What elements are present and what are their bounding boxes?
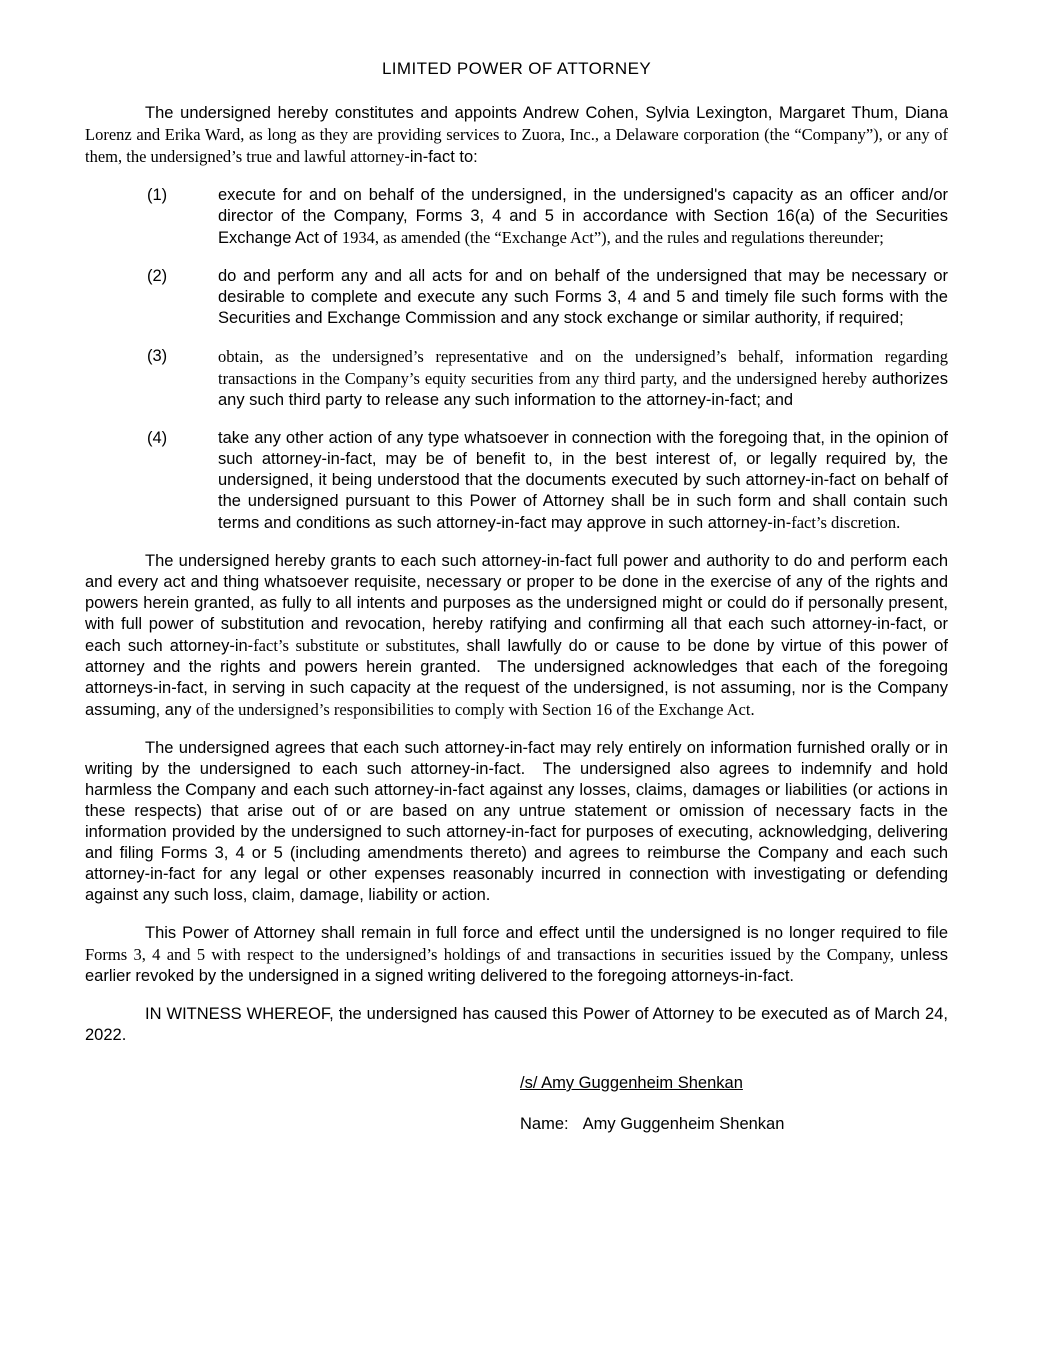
grants-paragraph: [85, 551, 948, 721]
intro-paragraph: [85, 103, 948, 168]
list-item-2-text: [218, 266, 948, 329]
intro-seg-sans-1: The undersigned hereby constitutes and appoints Andrew Cohen, Sylvia Lexington, Margaret Thum, Diana: [145, 104, 948, 122]
remain-seg-sans-1: This Power of Attorney shall remain in full force and effect until the undersigned is no longer required to file: [145, 924, 948, 942]
remain-seg-sans-2: unless earlier revoked by the undersigned in a signed writing delivered to the foregoing attorneys-in-fact.: [85, 946, 948, 985]
signature-name-label: Name:: [520, 1115, 569, 1133]
agrees-paragraph: [85, 738, 948, 906]
witness-paragraph: [85, 1004, 948, 1046]
signature-name-row: [520, 1114, 948, 1135]
list-item-1-seg-sans: execute for and on behalf of the undersigned, in the undersigned's capacity as an officer and/or director of the Company, Forms 3, 4 and 5 in accordance with Section 16(a) of the Securities Exchange Act of: [218, 186, 948, 247]
signature-block: [520, 1073, 948, 1135]
list-item-1-number: (1): [147, 186, 168, 204]
list-item-4-seg-sans: take any other action of any type whatsoever in connection with the foregoing that, in the opinion of such attorney-in-fact, may be of benefit to, in the best interest of, or legally required by, the undersigned, it being understood that the documents executed by such attorney-in-fact on behalf of the undersigned pursuant to this Power of Attorney shall be in such form and shall contain such terms and conditions as such attorney-in-fact may approve in such attorney-in-: [218, 429, 948, 532]
witness-seg-sans: IN WITNESS WHEREOF, the undersigned has caused this Power of Attorney to be executed as of March 24, 2022.: [85, 1005, 948, 1044]
list-item-4-seg-serif: fact’s discretion.: [791, 513, 901, 532]
list-item-3-number: (3): [147, 347, 168, 365]
list-item-4: [85, 428, 948, 534]
list-item-1-text: [218, 185, 948, 249]
list-item-2-number: (2): [147, 267, 168, 285]
intro-seg-serif: Lorenz and Erika Ward, as long as they are providing services to Zuora, Inc., a Delaware corporation (the “Company”), or any of them, the undersigned’s true and lawful attorney: [85, 125, 948, 166]
list-item-3: [85, 346, 948, 411]
agrees-seg-sans: The undersigned agrees that each such attorney-in-fact may rely entirely on information furnished orally or in writing by the undersigned to each such attorney-in-fact. The undersigned also agrees to indemnify and hold harmless the Company and each such attorney-in-fact against any losses, claims, damages or liabilities (or actions in these respects) that arise out of or are based on any untrue statement or omission of necessary facts in the information provided by the undersigned to such attorney-in-fact for purposes of executing, acknowledging, delivering and filing Forms 3, 4 or 5 (including amendments thereto) and agrees to reimburse the Company and each such attorney-in-fact for any legal or other expenses reasonably incurred in connection with investigating or defending against any such loss, claim, damage, liability or action.: [85, 739, 948, 904]
list-item-1-seg-serif: 1934, as amended (the “Exchange Act”), and the rules and regulations thereunder;: [341, 228, 884, 247]
grants-seg-serif-2: of the undersigned’s responsibilities to comply with Section 16 of the Exchange Act.: [195, 700, 755, 719]
grants-seg-sans-1: The undersigned hereby grants to each such attorney-in-fact full power and authority to do and perform each and every act and thing whatsoever requisite, necessary or proper to be done in the exercise of any of the rights and powers herein granted, as fully to all intents and purposes as the undersigned might or could do if personally present, with full power of substitution and revocation, hereby ratifying and confirming all that each such attorney-in-fact, or each such attorney-in-: [85, 552, 948, 655]
intro-seg-sans-2: -in-fact to:: [404, 148, 478, 166]
document-title: LIMITED POWER OF ATTORNEY: [381, 59, 652, 78]
list-item-3-text: [218, 346, 948, 411]
remain-seg-serif: Forms 3, 4 and 5 with respect to the undersigned’s holdings of and transactions in securities issued by the Company,: [85, 945, 901, 964]
signature-line: /s/ Amy Guggenheim Shenkan: [520, 1074, 743, 1092]
remain-paragraph: [85, 923, 948, 987]
list-item-3-seg-serif: obtain, as the undersigned’s representative and on the undersigned’s behalf, information regarding transactions in the Company’s equity securities from any third party, and the undersigned hereby: [218, 347, 948, 388]
list-item-4-text: [218, 428, 948, 534]
list-item-2: [85, 266, 948, 329]
grants-seg-serif-1: fact’s substitute or substitutes,: [253, 636, 460, 655]
list-item-2-seg-sans: do and perform any and all acts for and on behalf of the undersigned that may be necessary or desirable to complete and execute any such Forms 3, 4 and 5 and timely file such forms with the Securities and Exchange Commission and any stock exchange or similar authority, if required;: [218, 267, 948, 327]
list-item-3-seg-sans: authorizes any such third party to release any such information to the attorney-in-fact; and: [218, 370, 948, 409]
list-item-1: [85, 185, 948, 249]
list-item-4-number: (4): [147, 429, 168, 447]
signature-name-value: Amy Guggenheim Shenkan: [582, 1115, 785, 1133]
grants-seg-sans-2: shall lawfully do or cause to be done by virtue of this power of attorney and the rights and powers herein granted. The undersigned acknowledges that each of the foregoing attorneys-in-fact, in serving in such capacity at the request of the undersigned, is not assuming, nor is the Company assuming, any: [85, 637, 948, 719]
